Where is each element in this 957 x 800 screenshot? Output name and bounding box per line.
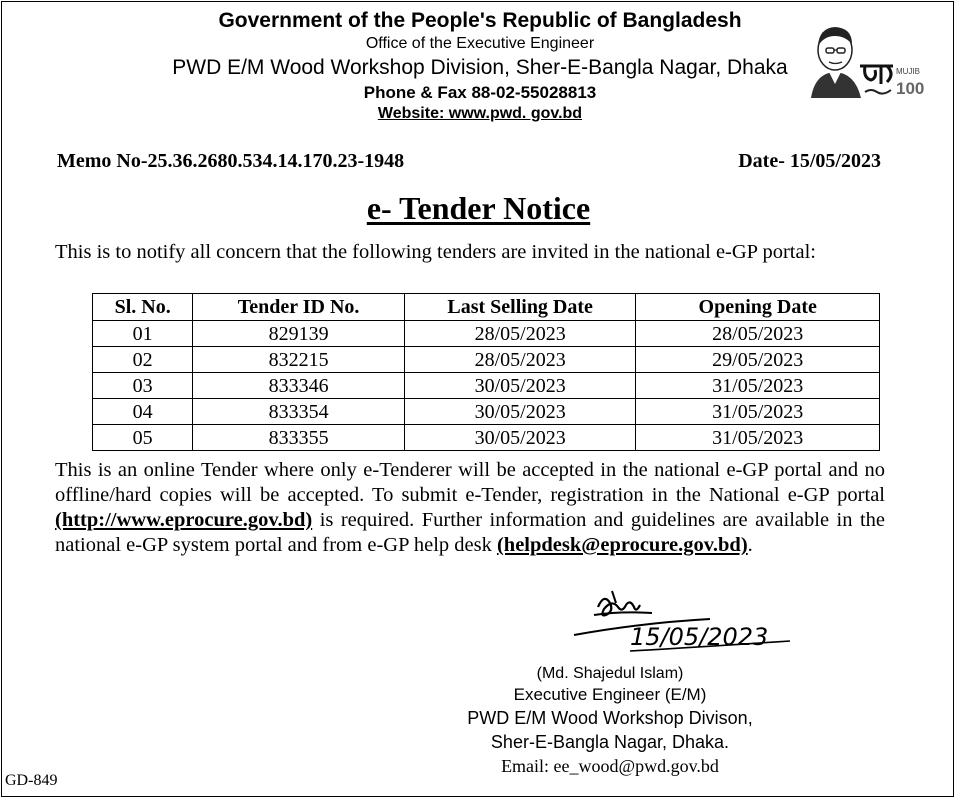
cell-tender-id: 833346	[193, 373, 405, 399]
cell-last-selling-date: 30/05/2023	[404, 399, 636, 425]
phone-fax: Phone & Fax 88-02-55028813	[363, 83, 597, 102]
website-link[interactable]: Website: www.pwd. gov.bd	[377, 105, 583, 122]
cell-opening-date: 31/05/2023	[636, 399, 880, 425]
cell-opening-date: 31/05/2023	[636, 425, 880, 451]
notice-title: e- Tender Notice	[366, 190, 591, 226]
eprocure-link[interactable]: (http://www.eprocure.gov.bd)	[55, 509, 313, 531]
table-row	[93, 373, 880, 399]
cell-last-selling-date: 28/05/2023	[404, 347, 636, 373]
cell-tender-id: 833354	[193, 399, 405, 425]
cell-sl-no: 01	[93, 321, 193, 347]
table-row	[93, 425, 880, 451]
body-text-end: .	[747, 534, 753, 556]
government-title: Government of the People's Republic of Bangladesh	[218, 9, 742, 32]
cell-sl-no: 05	[93, 425, 193, 451]
table-row	[93, 399, 880, 425]
cell-opening-date: 31/05/2023	[636, 373, 880, 399]
mujib-100-logo-icon	[805, 18, 925, 100]
cell-sl-no: 02	[93, 347, 193, 373]
body-text-part1: This is an online Tender where only e-Tenderer will be accepted in the national e-GP portal and no offline/hard copies will be accepted. To submit e-Tender, registration in the National e-GP portal	[55, 459, 885, 506]
cell-tender-id: 829139	[193, 321, 405, 347]
header-tender-id: Tender ID No.	[193, 294, 405, 321]
handwritten-date: 15/05/2023	[630, 623, 769, 651]
cell-tender-id: 832215	[193, 347, 405, 373]
header-last-selling-date: Last Selling Date	[404, 294, 636, 321]
cell-tender-id: 833355	[193, 425, 405, 451]
body-text-part2: is required. Further information and guidelines are available in the national e-GP system portal and from e-GP help desk	[55, 509, 885, 556]
memo-date: Date- 15/05/2023	[738, 150, 881, 172]
memo-number: Memo No-25.36.2680.534.14.170.23-1948	[57, 150, 405, 172]
signatory-name: (Md. Shajedul Islam)	[536, 665, 684, 682]
tender-table	[92, 293, 880, 451]
helpdesk-email-link[interactable]: (helpdesk@eprocure.gov.bd)	[496, 534, 748, 556]
office-title: Office of the Executive Engineer	[365, 35, 595, 52]
signatory-place: Sher-E-Bangla Nagar, Dhaka.	[490, 732, 730, 752]
signatory-block	[420, 663, 800, 778]
table-header-row	[93, 294, 880, 321]
cell-last-selling-date: 28/05/2023	[404, 321, 636, 347]
intro-paragraph: This is to notify all concern that the following tenders are invited in the national e-GP portal:	[55, 241, 816, 263]
header-opening-date: Opening Date	[636, 294, 880, 321]
cell-last-selling-date: 30/05/2023	[404, 373, 636, 399]
body-paragraph	[55, 458, 885, 558]
table-row	[93, 347, 880, 373]
cell-sl-no: 03	[93, 373, 193, 399]
handwritten-signature	[560, 585, 810, 663]
signatory-email[interactable]: Email: ee_wood@pwd.gov.bd	[501, 756, 719, 776]
cell-opening-date: 28/05/2023	[636, 321, 880, 347]
logo-mujib-text: MUJIB	[896, 67, 920, 76]
gd-code: GD-849	[5, 772, 58, 789]
division-title: PWD E/M Wood Workshop Division, Sher-E-Bangla Nagar, Dhaka	[172, 56, 788, 79]
letterhead	[130, 8, 830, 124]
cell-opening-date: 29/05/2023	[636, 347, 880, 373]
signatory-designation: Executive Engineer (E/M)	[513, 685, 707, 704]
table-row	[93, 321, 880, 347]
signatory-division: PWD E/M Wood Workshop Divison,	[467, 708, 753, 728]
cell-sl-no: 04	[93, 399, 193, 425]
logo-100-text: 100	[896, 79, 925, 98]
cell-last-selling-date: 30/05/2023	[404, 425, 636, 451]
header-sl-no: Sl. No.	[93, 294, 193, 321]
